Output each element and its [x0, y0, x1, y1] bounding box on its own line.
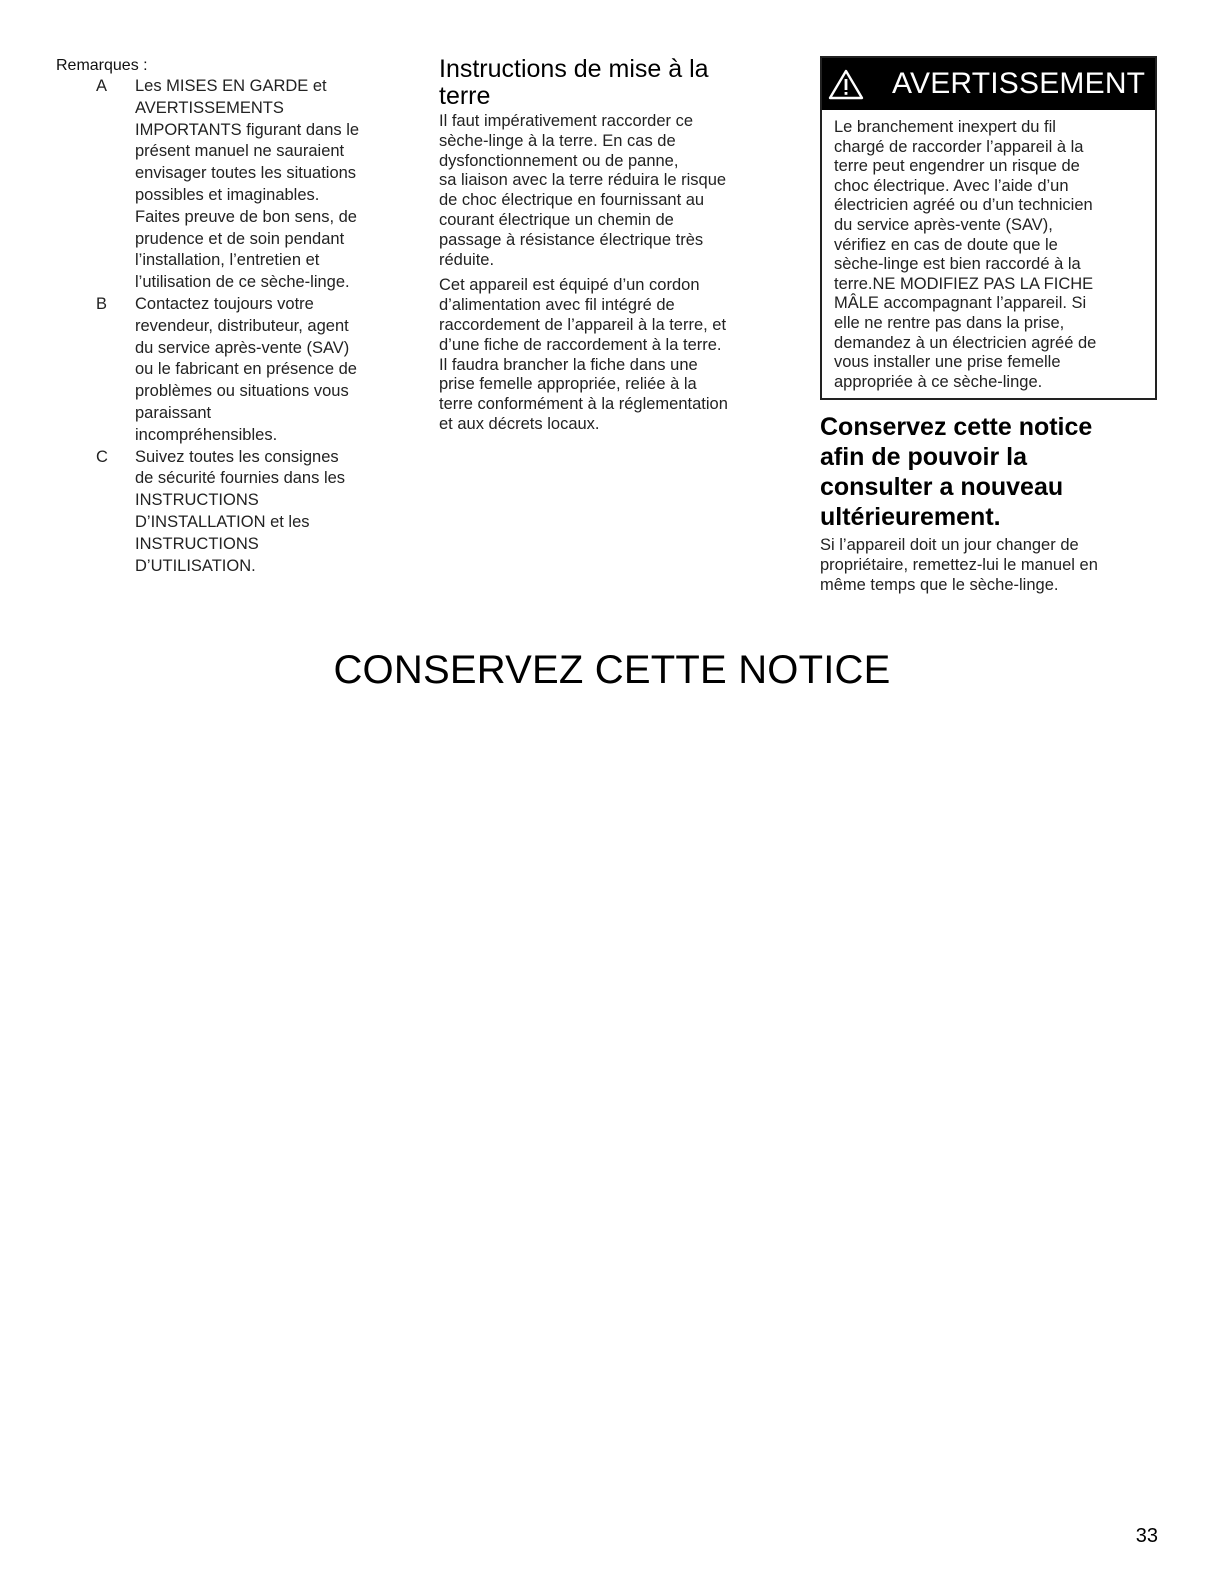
remarks-heading: Remarques : [56, 57, 148, 74]
warning-header [822, 58, 1155, 110]
keep-notice-text: Si l’appareil doit un jour changer de propriétaire, remettez-lui le manuel en même temps que le sèche-linge. [820, 536, 1098, 594]
grounding-paragraph: Il faut impérativement raccorder ce sèche-linge à la terre. En cas de dysfonctionnement ou de panne, sa liaison avec la terre réduira le risque de choc électrique en fournissant au courant électrique un chemin de passage à résistance électrique très réduite. [439, 112, 727, 269]
remark-item-c [56, 447, 401, 578]
grounding-paragraph: Cet appareil est équipé d’un cordon d’alimentation avec fil intégré de raccordement de l’appareil à la terre, et d’une fiche de raccordement à la terre. Il faudra brancher la fiche dans une prise femelle appropriée, reliée à la terre conformément à la réglementation et aux décrets locaux. [439, 276, 728, 433]
remark-letter: B [96, 294, 108, 313]
grounding-title: Instructions de mise à la terre [439, 55, 709, 110]
remark-item-a [56, 76, 401, 294]
remark-letter: C [96, 447, 108, 466]
grounding-section [439, 56, 784, 441]
warning-section [820, 56, 1160, 596]
warning-label: AVERTISSEMENT [892, 67, 1146, 100]
remarks-section [56, 56, 401, 577]
remark-text: Les MISES EN GARDE et AVERTISSEMENTS IMPORTANTS figurant dans le présent manuel ne sauraient envisager toutes les situations possibles et imaginables. Faites preuve de bon sens, de prudence et de soin pendant l’installation, l’entretien et l’utilisation de ce sèche-linge. [135, 77, 360, 292]
remark-text: Suivez toutes les consignes de sécurité fournies dans les INSTRUCTIONS D’INSTALLATION et les INSTRUCTIONS D’UTILISATION. [135, 447, 346, 575]
remark-text: Contactez toujours votre revendeur, distributeur, agent du service après-vente (SAV) ou le fabricant en présence de problèmes ou situations vous paraissant incompréhensibles. [135, 294, 357, 444]
keep-notice-heading: CONSERVEZ CETTE NOTICE [333, 648, 891, 692]
keep-notice-title: Conservez cette notice afin de pouvoir la consulter a nouveau ultérieurement. [820, 413, 1093, 532]
warning-box [820, 56, 1157, 400]
page-number: 33 [1135, 1525, 1158, 1547]
remark-item-b [56, 294, 401, 447]
warning-text: Le branchement inexpert du fil chargé de raccorder l’appareil à la terre peut engendrer un risque de choc électrique. Avec l’aide d’un électricien agréé ou d’un technicien du service après-vente (SAV), vérifiez en cas de doute que le sèche-linge est bien raccordé à la terre.NE MODIFIEZ PAS LA FICHE MÂLE accompagnant l’appareil. Si elle ne rentre pas dans la prise, demandez à un électricien agréé de vous installer une prise femelle appropriée à ce sèche-linge. [834, 118, 1097, 391]
warning-triangle-icon [828, 68, 864, 100]
remark-letter: A [96, 77, 108, 95]
